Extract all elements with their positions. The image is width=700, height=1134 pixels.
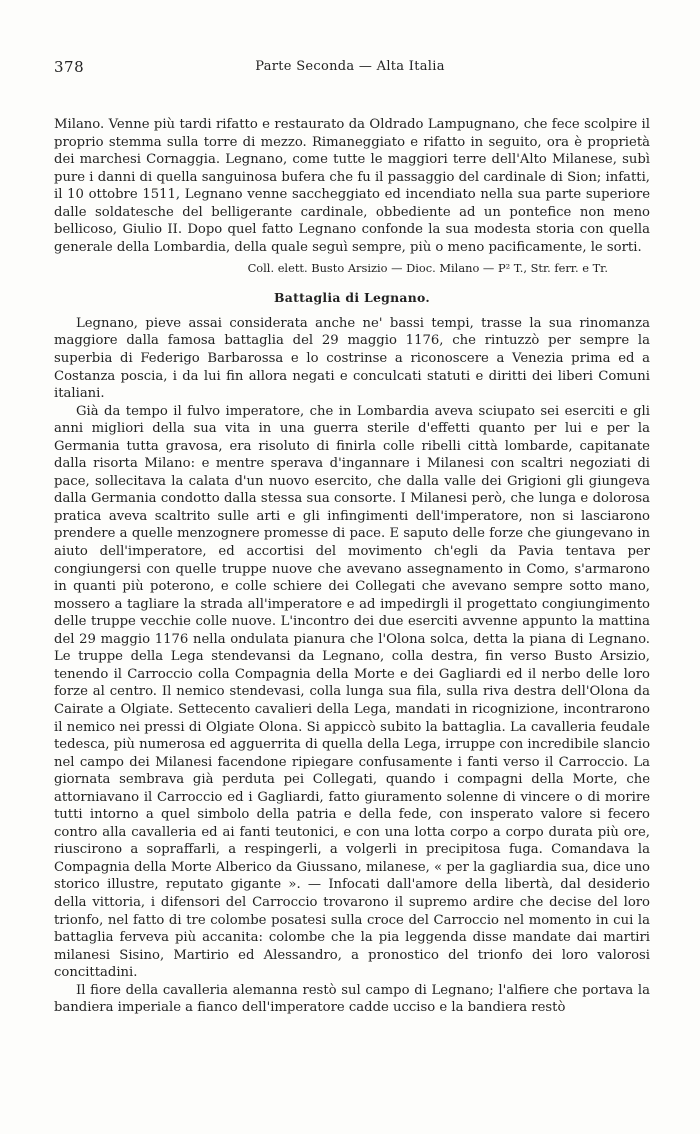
running-head: Parte Seconda — Alta Italia	[255, 59, 445, 74]
paragraph: Legnano, pieve assai considerata anche ne' bassi tempi, trasse la sua rinomanza maggiore dalla famosa battaglia del 29 maggio 1176, che rintuzzò per sempre la superbia di Federigo Barbarossa e lo costrinse a riconoscere a Venezia prima ed a Costanza poscia, i da lui fin allora negati e conculcati statuti e diritti dei liberi Comuni italiani.	[54, 315, 650, 402]
paragraph: Il fiore della cavalleria alemanna restò sul campo di Legnano; l'alfiere che portava la bandiera imperiale a fianco dell'imperatore cadde ucciso e la bandiera restò	[54, 982, 650, 1016]
body-text	[54, 116, 650, 1017]
citation-line: Coll. elett. Busto Arsizio — Dioc. Milano — P² T., Str. ferr. e Tr.	[247, 261, 608, 276]
page-header	[54, 58, 646, 80]
page-number: 378	[54, 58, 85, 76]
section-title: Battaglia di Legnano.	[273, 290, 431, 306]
intro-paragraph: Milano. Venne più tardi rifatto e restaurato da Oldrado Lampugnano, che fece scolpire il proprio stemma sulla torre di mezzo. Rimaneggiato e rifatto in seguito, ora è proprietà dei marchesi Cornaggia. Legnano, come tutte le maggiori terre dell'Alto Milanese, subì pure i danni di quella sanguinosa bufera che fu il passaggio del cardinale di Sion; infatti, il 10 ottobre 1511, Legnano venne saccheggiato ed incendiato nella sua parte superiore dalle soldatesche del belligerante cardinale, obbediente ad un pontefice non meno bellicoso, Giulio II. Dopo quel fatto Legnano confonde la sua modesta storia con quella generale della Lombardia, della quale seguì sempre, più o meno pacificamente, le sorti.	[54, 117, 650, 255]
paragraph: Già da tempo il fulvo imperatore, che in Lombardia aveva sciupato sei eserciti e gli anni migliori della sua vita in una guerra sterile d'effetti quanto per lui e per la Germania tutta gravosa, era risoluto di finirla colle ribelli città lombarde, capitanate dalla risorta Milano: e mentre sperava d'ingannare i Milanesi con scaltri negoziati di pace, sollecitava la calata d'un nuovo esercito, che dalla valle dei Grigioni gli giungeva dalla Germania condotto dalla stessa sua consorte. I Milanesi però, che lunga e dolorosa pratica aveva scaltrito sulle arti e gli infingimenti dell'imperatore, non si lasciarono prendere a quelle menzognere promesse di pace. E saputo delle forze che giungevano in aiuto dell'imperatore, ed accortisi del movimento ch'egli da Pavia tentava per congiungersi con quelle truppe nuove che avevano assegnamento in Como, s'armarono in quanti più poterono, e colle schiere dei Collegati che avevano sempre sotto mano, mossero a tagliare la strada all'imperatore e ad impedirgli il progettato congiungimento delle truppe vecchie colle nuove. L'incontro dei due eserciti avvenne appunto la mattina del 29 maggio 1176 nella ondulata pianura che l'Olona solca, detta la piana di Legnano. Le truppe della Lega stendevansi da Legnano, colla destra, fin verso Busto Arsizio, tenendo il Carroccio colla Compagnia della Morte e dei Gagliardi ed il nerbo delle loro forze al centro. Il nemico stendevasi, colla lunga sua fila, sulla riva destra dell'Olona da Cairate a Olgiate. Settecento cavalieri della Lega, mandati in ricognizione, incontrarono il nemico nei pressi di Olgiate Olona. Si appiccò subito la battaglia. La cavalleria feudale tedesca, più numerosa ed agguerrita di quella della Lega, irruppe con incredibile slancio nel campo dei Milanesi facendone ripiegare confusamente i fanti verso il Carroccio. La giornata sembrava già perduta pei Collegati, quando i compagni della Morte, che attorniavano il Carroccio ed i Gagliardi, fatto giuramento solenne di vincere o di morire tutti intorno a quel simbolo della patria e della fede, con insperato valore si fecero contro alla cavalleria ed ai fanti teutonici, e con una lotta corpo a corpo durata più ore, riuscirono a sopraffarli, a respingerli, a volgerli in precipitosa fuga. Comandava la Compagnia della Morte Alberico da Giussano, milanese, « per la gagliardia sua, dice uno storico illustre, reputato gigante ». — Infocati dall'amore della libertà, dal desiderio della vittoria, i difensori del Carroccio trovarono il supremo ardire che decise del loro trionfo, nel fatto di tre colombe posatesi sulla croce del Carroccio nel momento in cui la battaglia ferveva più accanita: colombe che la pia leggenda disse mandate dai martiri milanesi Sisino, Martirio ed Alessandro, a pronostico del trionfo dei loro valorosi concittadini.	[54, 403, 651, 981]
